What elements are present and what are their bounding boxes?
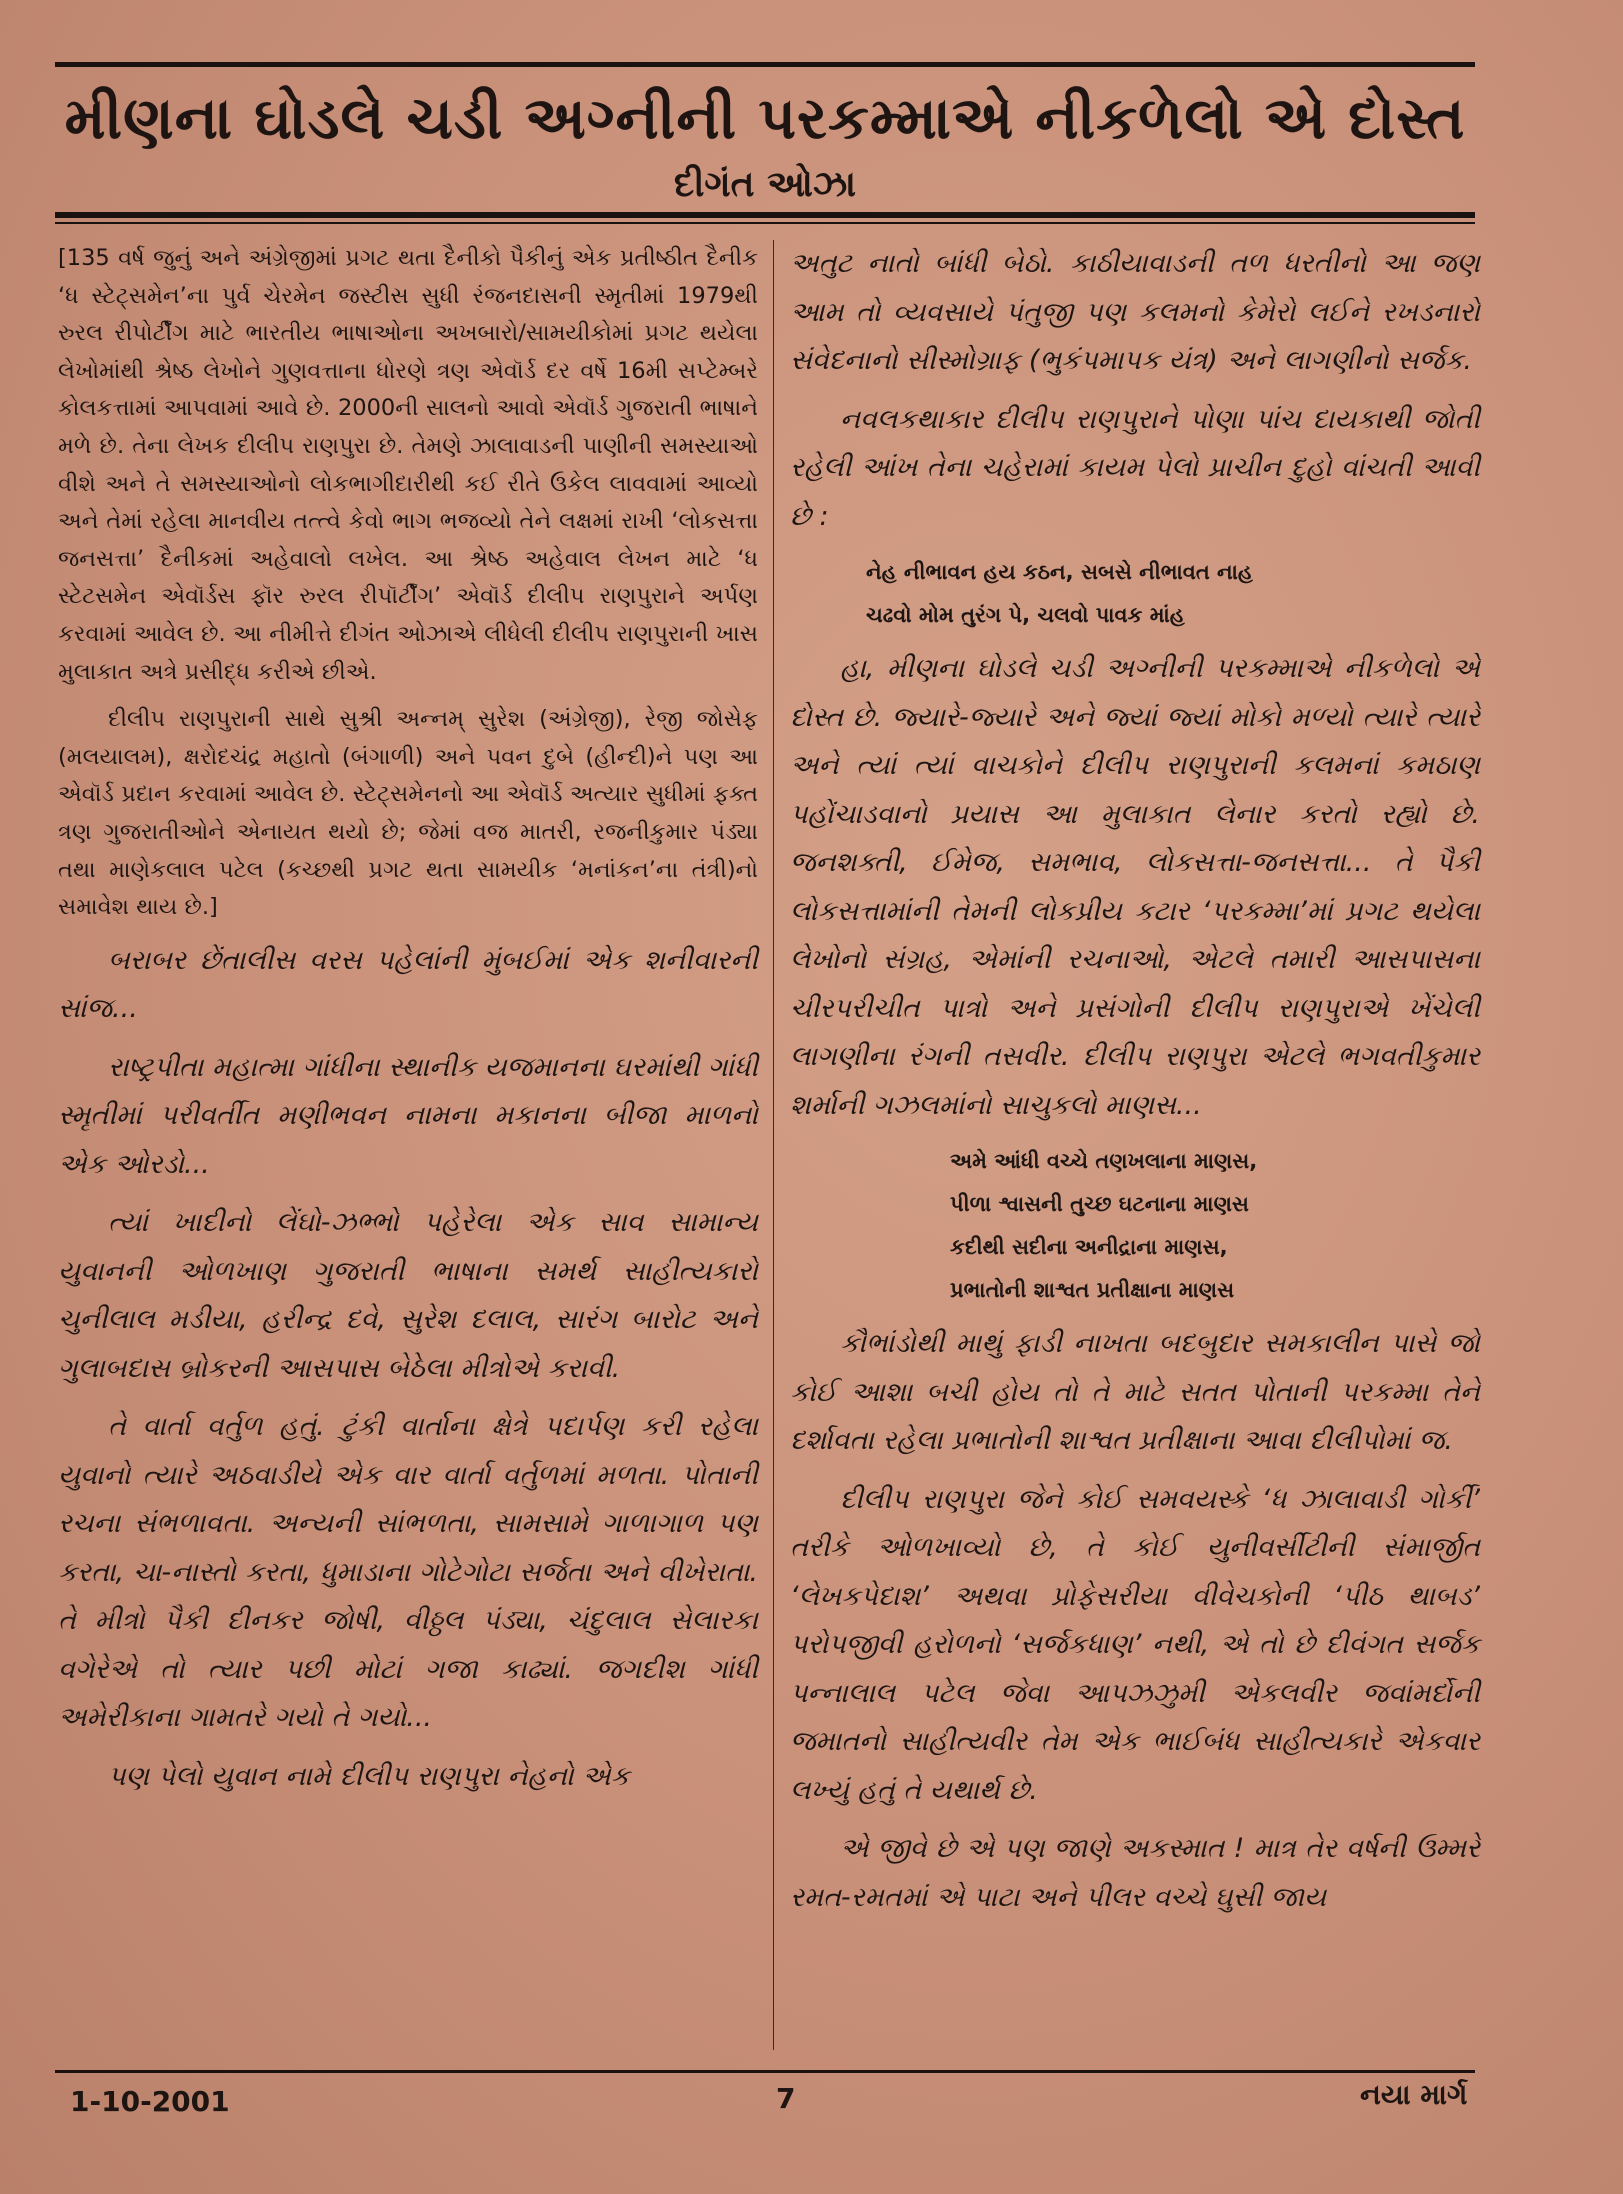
issue-date: 1-10-2001 <box>70 2085 230 2118</box>
intro-paragraph-2: દીલીપ રાણપુરાની સાથે સુશ્રી અન્નમ્ સુરેશ (અંગ્રેજી), રેજી જોસેફ (મલયાલમ), ક્ષરોદચંદ્ર મહાતો (બંગાળી) અને પવન દુબે (હીન્દી)ને પણ આ એવૉર્ડ પ્રદાન કરવામાં આવેલ છે. સ્ટેટ્સમેનનો આ એવૉર્ડ અત્યાર સુધીમાં ફક્ત ત્રણ ગુજરાતીઓને એનાયત થયો છે; જેમાં વજ માતરી, રજનીકુમાર પંડ્યા તથા માણેકલાલ પટેલ (કચ્છથી પ્રગટ થતા સામયીક ‘મનાંકન’ના તંત્રી)નો સમાવેશ થાય છે.] <box>58 706 758 921</box>
body-paragraph: તે વાર્તા વર્તુળ હતું. ટુંકી વાર્તાના ક્ષેત્રે પદાર્પણ કરી રહેલા યુવાનો ત્યારે અઠવાડીયે એક વાર વાર્તા વર્તુળમાં મળતા. પોતાની રચના સંભળાવતા. અન્યની સાંભળતા, સામસામે ગાળાગાળ પણ કરતા, ચા-નાસ્તો કરતા, ધુમાડાના ગોટેગોટા સર્જતા અને વીખેરાતા. તે મીત્રો પૈકી દીનકર જોષી, વીઠ્ઠલ પંડ્યા, ચંદુલાલ સેલારકા વગેરેએ તો ત્યાર પછી મોટાં ગજા કાઢ્યાં. જગદીશ ગાંધી અમેરીકાના ગામતરે ગયો તે ગયો... <box>58 1411 758 1734</box>
page-number: 7 <box>776 2082 796 2115</box>
body-paragraph: નવલકથાકાર દીલીપ રાણપુરાને પોણા પાંચ દાયકાથી જોતી રહેલી આંખ તેના ચહેરામાં કાયમ પેલો પ્રાચીન દુહો વાંચતી આવી છે : <box>790 403 1480 532</box>
header-rule-thin <box>55 222 1475 224</box>
verse-line: નેહ નીભાવન હય કઠન, સબસે નીભાવત નાહ <box>866 560 1253 584</box>
verse-line: કદીથી સદીના અનીદ્રાના માણસ, <box>950 1235 1228 1259</box>
body-paragraph: પણ પેલો યુવાન નામે દીલીપ રાણપુરા નેહનો એક <box>108 1760 630 1792</box>
top-rule <box>55 62 1475 67</box>
verse-line: પ્રભાતોની શાશ્વત પ્રતીક્ષાના માણસ <box>950 1278 1235 1302</box>
column-divider <box>773 240 774 2050</box>
body-paragraph: કૌભાંડોથી માથું ફાડી નાખતા બદબુદાર સમકાલીન પાસે જો કોઈ આશા બચી હોય તો તે માટે સતત પોતાની પરકમ્મા તેને દર્શાવતા રહેલા પ્રભાતોની શાશ્વત પ્રતીક્ષાના આવા દીલીપોમાં જ. <box>790 1328 1480 1456</box>
article-headline: મીણના ઘોડલે ચડી અગ્નીની પરકમ્માએ નીકળેલો એ દોસ્ત <box>64 84 1466 152</box>
body-paragraph: રાષ્ટ્રપીતા મહાત્મા ગાંધીના સ્થાનીક યજમાનના ઘરમાંથી ગાંધી સ્મૃતીમાં પરીવર્તીત મણીભવન નામના મકાનના બીજા માળનો એક ઓરડો... <box>58 1051 758 1180</box>
body-paragraph: હા, મીણના ઘોડલે ચડી અગ્નીની પરકમ્માએ નીકળેલો એ દોસ્ત છે. જ્યારે-જ્યારે અને જ્યાં જ્યાં મોકો મળ્યો ત્યારે ત્યારે અને ત્યાં ત્યાં વાચકોને દીલીપ રાણપુરાની કલમનાં કમઠાણ પહોંચાડવાનો પ્રયાસ આ મુલાકાત લેનાર કરતો રહ્યો છે. જનશક્તી, ઈમેજ, સમભાવ, લોકસત્તા-જનસત્તા... તે પૈકી લોકસત્તામાંની તેમની લોકપ્રીય કટાર ‘પરકમ્મા’માં પ્રગટ થયેલા લેખોનો સંગ્રહ, એમાંની રચનાઓ, એટલે તમારી આસપાસના ચીરપરીચીત પાત્રો અને પ્રસંગોની દીલીપ રાણપુરાએ ખેંચેલી લાગણીના રંગની તસવીર. દીલીપ રાણપુરા એટલે ભગવતીકુમાર શર્માની ગઝલમાંનો સાચુકલો માણસ... <box>790 653 1480 1121</box>
left-column <box>58 240 758 2040</box>
footer-rule <box>55 2070 1475 2073</box>
verse-line: અમે આંધી વચ્ચે તણખલાના માણસ, <box>950 1149 1258 1173</box>
right-column <box>790 240 1480 2040</box>
body-paragraph: અતુટ નાતો બાંધી બેઠો. કાઠીયાવાડની તળ ધરતીનો આ જણ આમ તો વ્યવસાયે પંતુજી પણ કલમનો કેમેરો લઈને રખડનારો સંવેદનાનો સીસ્મોગ્રાફ (ભુકંપમાપક યંત્ર) અને લાગણીનો સર્જક. <box>790 248 1480 376</box>
body-paragraph: ત્યાં ખાદીનો લેંઘો-ઝભ્ભો પહેરેલા એક સાવ સામાન્ય યુવાનની ઓળખાણ ગુજરાતી ભાષાના સમર્થ સાહીત્યકારો ચુનીલાલ મડીયા, હરીન્દ્ર દવે, સુરેશ દલાલ, સારંગ બારોટ અને ગુલાબદાસ બ્રોકરની આસપાસ બેઠેલા મીત્રોએ કરાવી. <box>58 1207 758 1384</box>
verse-couplet <box>790 551 1480 637</box>
body-paragraph: બરાબર છેંતાલીસ વરસ પહેલાંની મુંબઈમાં એક શનીવારની સાંજ... <box>58 944 758 1025</box>
verse-stanza <box>790 1140 1480 1312</box>
verse-line: ચઢવો મોમ તુરંગ પે, ચલવો પાવક માંહ <box>866 603 1185 627</box>
magazine-name: નયા માર્ગ <box>1360 2078 1468 2111</box>
body-paragraph: એ જીવે છે એ પણ જાણે અકસ્માત ! માત્ર તેર વર્ષની ઉમ્મરે રમત-રમતમાં એ પાટા અને પીલર વચ્ચે ઘુસી જાય <box>790 1833 1480 1913</box>
intro-paragraph: [135 વર્ષ જુનું અને અંગ્રેજીમાં પ્રગટ થતા દૈનીકો પૈકીનું એક પ્રતીષ્ઠીત દૈનીક ‘ધ સ્ટેટ્સમેન’ના પુર્વ ચેરમેન જસ્ટીસ સુધી રંજનદાસની સ્મૃતીમાં 1979થી રુરલ રીપોર્ટીંગ માટે ભારતીય ભાષાઓના અખબારો/સામયીકોમાં પ્રગટ થયેલા લેખોમાંથી શ્રેષ્ઠ લેખોને ગુણવત્તાના ધોરણે ત્રણ એવૉર્ડ દર વર્ષે 16મી સપ્ટેમ્બરે કોલકત્તામાં આપવામાં આવે છે. 2000ની સાલનો આવો એવૉર્ડ ગુજરાતી ભાષાને મળે છે. તેના લેખક દીલીપ રાણપુરા છે. તેમણે ઝાલાવાડની પાણીની સમસ્યાઓ વીશે અને તે સમસ્યાઓનો લોકભાગીદારીથી કઈ રીતે ઉકેલ લાવવામાં આવ્યો અને તેમાં રહેલા માનવીય તત્ત્વે કેવો ભાગ ભજવ્યો તેને લક્ષમાં રાખી ‘લોકસત્તા જનસત્તા’ દૈનીકમાં અહેવાલો લખેલ. આ શ્રેષ્ઠ અહેવાલ લેખન માટે ‘ધ સ્ટેટસમેન એવૉર્ડસ ફૉર રુરલ રીપૉર્ટીંગ’ એવૉર્ડ દીલીપ રાણપુરાને અર્પણ કરવામાં આવેલ છે. આ નીમીત્તે દીગંત ઓઝાએ લીધેલી દીલીપ રાણપુરાની ખાસ મુલાકાત અત્રે પ્રસીદ્ધ કરીએ છીએ. <box>58 245 758 685</box>
body-paragraph: દીલીપ રાણપુરા જેને કોઈ સમવયસ્કે ‘ધ ઝાલાવાડી ગોર્કી’ તરીકે ઓળખાવ્યો છે, તે કોઈ યુનીવર્સીટીની સંમાર્જીત ‘લેખકપેદાશ’ અથવા પ્રોફેસરીયા વીવેચકોની ‘પીઠ થાબડ’ પરોપજીવી હરોળનો ‘સર્જકધાણ’ નથી, એ તો છે દીવંગત સર્જક પન્નાલાલ પટેલ જેવા આપઝઝુમી એકલવીર જવાંમર્દોની જમાતનો સાહીત્યવીર તેમ એક ભાઈબંધ સાહીત્યકારે એકવાર લખ્યું હતું તે યથાર્થ છે. <box>790 1483 1480 1806</box>
verse-line: પીળા શ્વાસની તુચ્છ ઘટનાના માણસ <box>950 1192 1249 1216</box>
article-author: દીગંત ઓઝા <box>673 164 857 205</box>
header-rule <box>55 212 1475 218</box>
